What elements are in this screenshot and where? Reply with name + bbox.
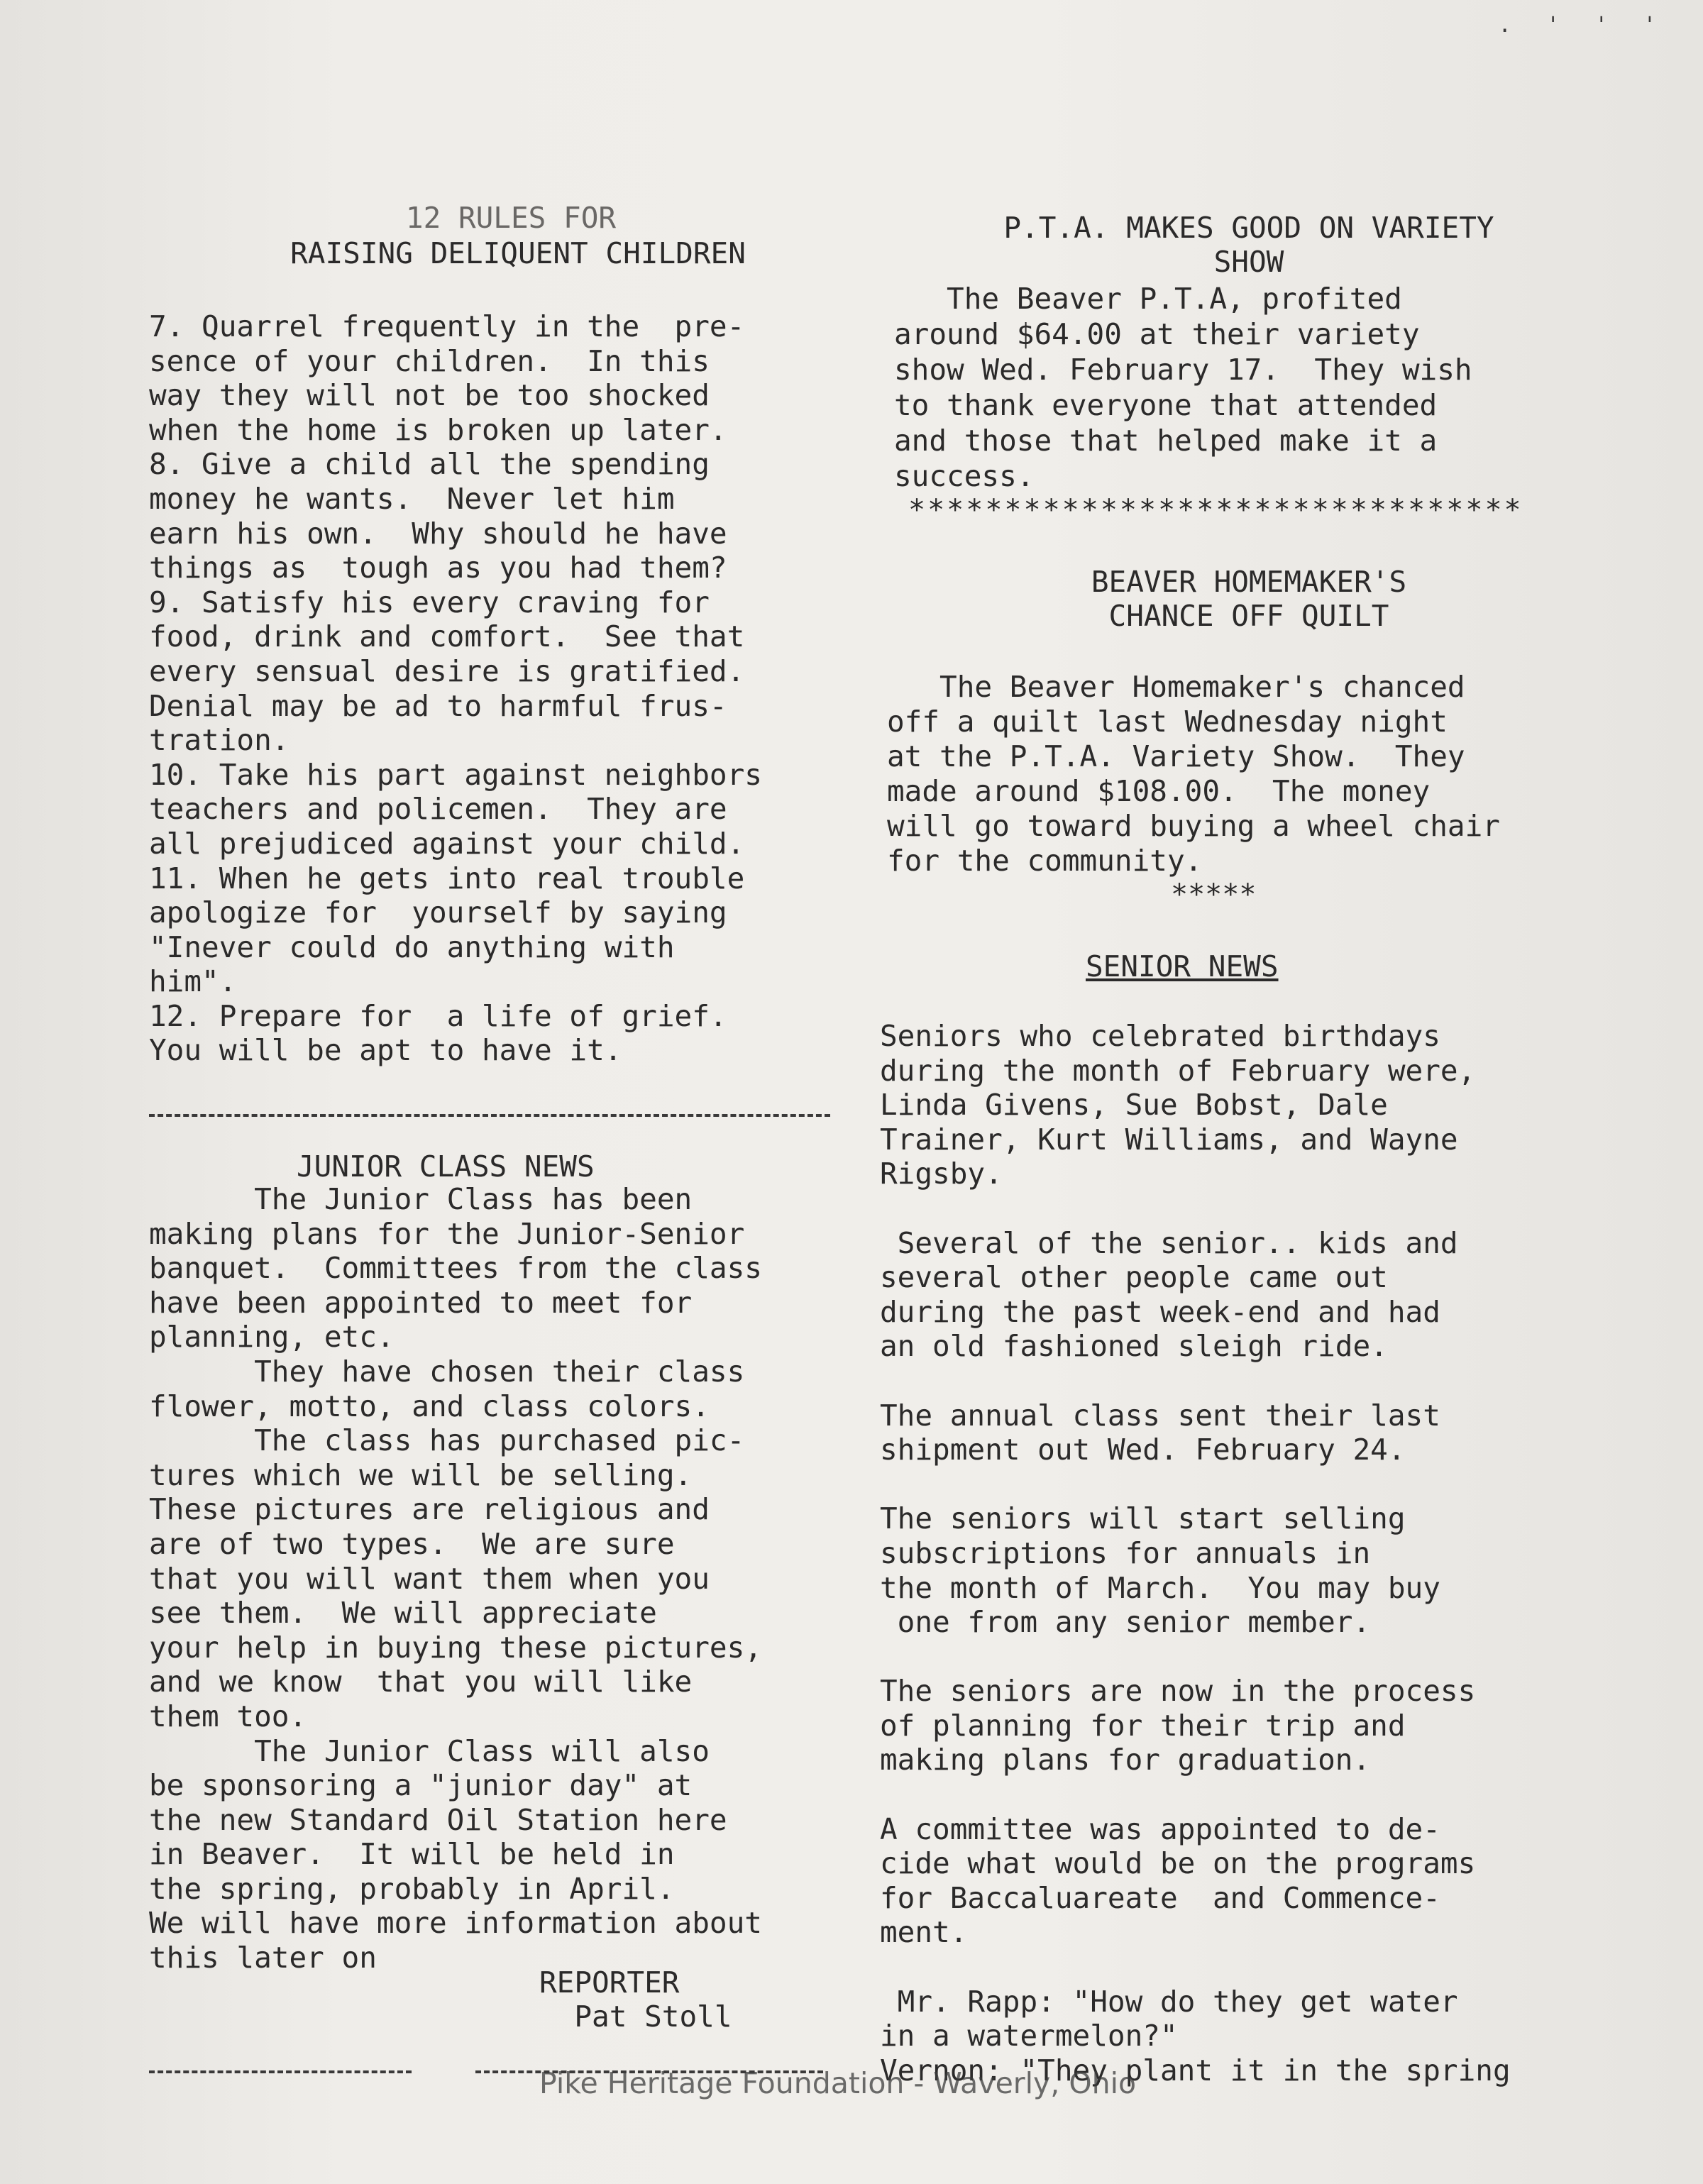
pta-article: The Beaver P.T.A, profited around $64.00 at their variety show Wed. February 17. They wish to thank everyone that attended and those that helped make it a success. xyxy=(894,282,1472,493)
homemakers-article: The Beaver Homemaker's chanced off a quilt last Wednesday night at the P.T.A. Variety Show. They made around $108.00. The money will go toward buying a wheel chair for the community. xyxy=(887,670,1500,878)
corner-marks: . ' ' ' xyxy=(1498,13,1668,38)
pta-heading: P.T.A. MAKES GOOD ON VARIETY SHOW xyxy=(1003,211,1494,279)
star-divider-long: ******************************** xyxy=(908,494,1523,526)
senior-news-article: Seniors who celebrated birthdays during the month of February were, Linda Givens, Sue Bobst, Dale Trainer, Kurt Williams, and Wayne Rigsby. Several of the senior.. kids and several other people came out during the past week-end and had an old fashioned sleigh ride. The annual class sent their last shipment out Wed. February 24. The seniors will start selling subscriptions for annuals in the month of March. You may buy one from any senior member. The seniors are now in the process of planning for their trip and making plans for graduation. A committee was appointed to de- cide what would be on the programs for Baccaluareate and Commence- ment. Mr. Rapp: "How do they get water in a watermelon?" Vernon: "They plant it in the spring xyxy=(880,1019,1511,2088)
homemakers-heading: BEAVER HOMEMAKER'S CHANCE OFF QUILT xyxy=(1091,565,1407,633)
rules-title-line2: RAISING DELIQUENT CHILDREN xyxy=(290,236,746,270)
section-divider-left xyxy=(149,1114,830,1117)
senior-news-heading: SENIOR NEWS xyxy=(1086,949,1279,983)
watermark: Pike Heritage Foundation - Waverly, Ohio xyxy=(539,2066,1137,2100)
reporter-credit: REPORTER Pat Stoll xyxy=(539,1965,732,2034)
junior-class-news-article: The Junior Class has been making plans for the Junior-Senior banquet. Committees from the class have been appointed to meet for planning, etc. They have chosen their class flower, motto, and class colors. The class has purchased pic- tures which we will be selling. These pictures are religious and are of two types. We are sure that you will want them when you see them. We will appreciate your help in buying these pictures, and we know that you will like them too. The Junior Class will also be sponsoring a "junior day" at the new Standard Oil Station here in Beaver. It will be held in the spring, probably in April. We will have more information about this later on xyxy=(149,1182,762,1975)
bottom-divider-left-a xyxy=(149,2070,412,2073)
junior-class-news-heading: JUNIOR CLASS NEWS xyxy=(297,1149,595,1184)
rules-article: 7. Quarrel frequently in the pre- sence of your children. In this way they will not be too shocked when the home is broken up later. 8. Give a child all the spending money he wants. Never let him earn his own. Why should he have things as tough as you had them? 9. Satisfy his every craving for food, drink and comfort. See that every sensual desire is gratified. Denial may be ad to harmful frus- tration. 10. Take his part against neighbors teachers and policemen. They are all prejudiced against your child. 11. When he gets into real trouble apologize for yourself by saying "Inever could do anything with him". 12. Prepare for a life of grief. You will be apt to have it. xyxy=(149,309,762,1068)
star-divider-short: ***** xyxy=(1171,878,1257,911)
rules-title-line1: 12 RULES FOR xyxy=(405,201,617,235)
